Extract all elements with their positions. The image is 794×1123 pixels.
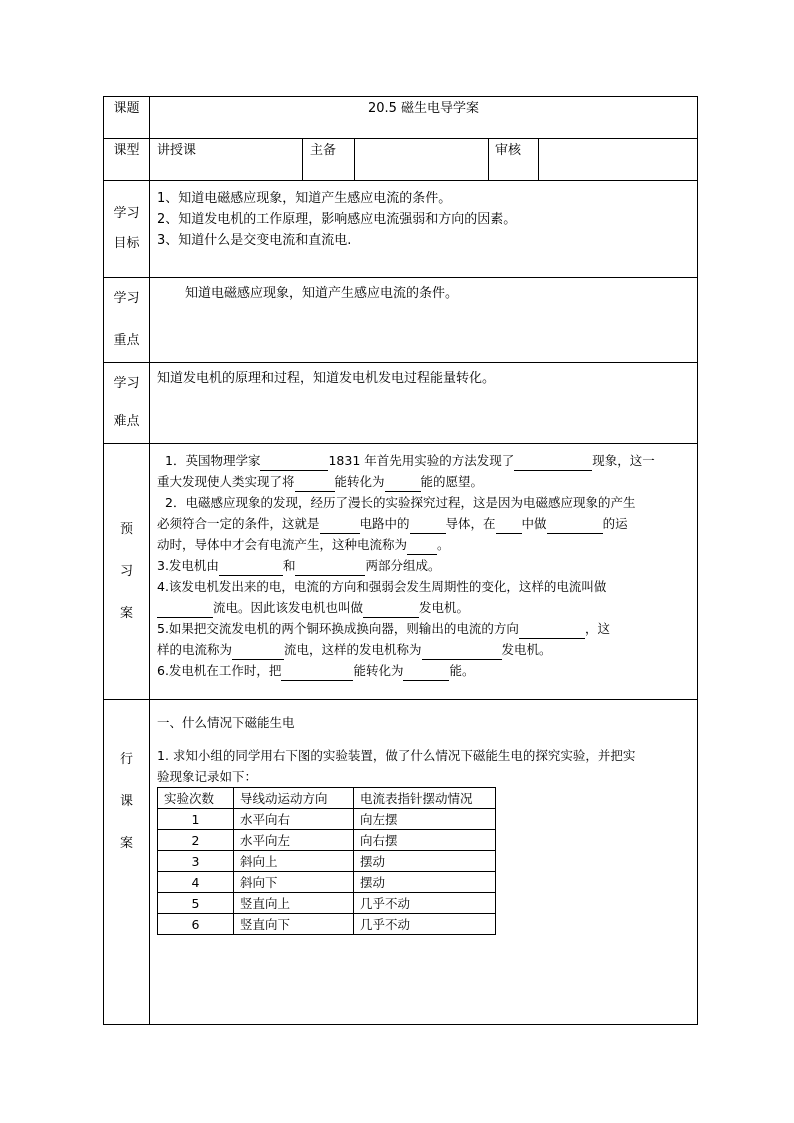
lesson-label-cell	[104, 700, 150, 1025]
answer-blank[interactable]	[295, 561, 365, 576]
table-row	[158, 830, 496, 851]
answer-blank[interactable]	[403, 666, 449, 681]
preview-label-1: 预	[119, 521, 133, 537]
type-label: 课型	[104, 139, 150, 181]
question-2-line-2: 必须符合一定的条件，这就是 电路中的 导体，在 中做 的运	[157, 513, 691, 534]
intro-line-2: 验现象记录如下：	[157, 769, 258, 784]
answer-blank[interactable]	[410, 519, 446, 534]
experiment-header-row	[158, 788, 496, 809]
table-row	[158, 914, 496, 935]
lesson-row	[104, 700, 698, 1025]
question-1-line-1: 1．英国物理学家 1831 年首先用实验的方法发现了 现象，这一	[157, 450, 691, 471]
table-row	[158, 809, 496, 830]
trial-number: 3	[158, 851, 234, 872]
trial-number: 1	[158, 809, 234, 830]
difficulty-text: 知道发电机的原理和过程，知道发电机发电过程能量转化。	[157, 371, 496, 386]
experiment-table	[157, 787, 496, 935]
preview-label-3: 案	[119, 605, 133, 621]
focus-label-2: 重点	[113, 333, 140, 348]
intro-line-1: 1. 求知小组的同学用右下图的实验装置，做了什么情况下磁能生电的探究实验，并把实	[157, 748, 636, 763]
focus-label-1: 学习	[113, 291, 140, 306]
goals-label-1: 学习	[113, 206, 140, 221]
needle-swing: 摆动	[354, 872, 496, 893]
goals-label-cell	[104, 181, 150, 278]
title-row	[104, 97, 698, 139]
difficulty-content	[150, 363, 698, 444]
goal-item: 3、知道什么是交变电流和直流电.	[157, 233, 352, 248]
trial-number: 2	[158, 830, 234, 851]
question-4-line-2: 流电。因此该发电机也叫做 发电机。	[157, 597, 691, 618]
goals-row	[104, 181, 698, 278]
difficulty-row	[104, 363, 698, 444]
type-value: 讲授课	[150, 139, 303, 181]
needle-swing: 几乎不动	[354, 914, 496, 935]
answer-blank[interactable]	[519, 624, 585, 639]
answer-blank[interactable]	[496, 519, 522, 534]
answer-blank[interactable]	[385, 477, 421, 492]
preview-label-cell	[104, 444, 150, 700]
lesson-label-1: 行	[119, 752, 133, 767]
question-4-line-1: 4.该发电机发出来的电，电流的方向和强弱会发生周期性的变化，这样的电流叫做	[157, 579, 607, 594]
goal-item: 2、知道发电机的工作原理，影响感应电流强弱和方向的因素。	[157, 212, 517, 227]
answer-blank[interactable]	[157, 603, 213, 618]
lesson-label-3: 案	[119, 836, 133, 851]
goals-content	[150, 181, 698, 278]
focus-label-cell	[104, 278, 150, 363]
column-header: 导线动运动方向	[234, 788, 354, 809]
answer-blank[interactable]	[422, 645, 502, 660]
preview-content	[150, 444, 698, 700]
trial-number: 5	[158, 893, 234, 914]
question-5-line-2: 样的电流称为 流电，这样的发电机称为 发电机。	[157, 639, 691, 660]
lesson-label-2: 课	[119, 794, 133, 809]
question-2-line-1: 2．电磁感应现象的发现，经历了漫长的实验探究过程，这是因为电磁感应现象的产生	[165, 495, 636, 510]
goal-item: 1、知道电磁感应现象，知道产生感应电流的条件。	[157, 191, 452, 206]
title-label: 课题	[104, 97, 150, 139]
trial-number: 6	[158, 914, 234, 935]
difficulty-label-cell	[104, 363, 150, 444]
wire-direction: 斜向下	[234, 872, 354, 893]
answer-blank[interactable]	[295, 477, 335, 492]
question-1-line-2: 重大发现使人类实现了将 能转化为 能的愿望。	[157, 471, 691, 492]
prep-value	[355, 139, 489, 181]
wire-direction: 斜向上	[234, 851, 354, 872]
answer-blank[interactable]	[281, 666, 353, 681]
wire-direction: 水平向左	[234, 830, 354, 851]
column-header: 电流表指针摆动情况	[354, 788, 496, 809]
answer-blank[interactable]	[547, 519, 603, 534]
lesson-title: 20.5 磁生电导学案	[150, 97, 698, 139]
lesson-plan-table	[103, 96, 698, 1025]
focus-text: 知道电磁感应现象，知道产生感应电流的条件。	[185, 286, 459, 301]
answer-blank[interactable]	[407, 540, 437, 555]
answer-blank[interactable]	[514, 456, 592, 471]
answer-blank[interactable]	[363, 603, 419, 618]
review-label: 审核	[489, 139, 539, 181]
needle-swing: 向右摆	[354, 830, 496, 851]
needle-swing: 摆动	[354, 851, 496, 872]
column-header: 实验次数	[158, 788, 234, 809]
answer-blank[interactable]	[260, 456, 328, 471]
trial-number: 4	[158, 872, 234, 893]
info-row	[104, 139, 698, 181]
difficulty-label-1: 学习	[113, 376, 140, 391]
preview-row	[104, 444, 698, 700]
preview-label-2: 习	[119, 563, 133, 579]
table-row	[158, 872, 496, 893]
goals-label-2: 目标	[113, 236, 140, 251]
focus-row	[104, 278, 698, 363]
focus-content	[150, 278, 698, 363]
difficulty-label-2: 难点	[113, 414, 140, 429]
prep-label: 主备	[303, 139, 355, 181]
question-3: 3.发电机由 和 两部分组成。	[157, 555, 691, 576]
wire-direction: 水平向右	[234, 809, 354, 830]
answer-blank[interactable]	[320, 519, 360, 534]
needle-swing: 几乎不动	[354, 893, 496, 914]
question-6: 6.发电机在工作时，把 能转化为 能。	[157, 660, 691, 681]
question-5-line-1: 5.如果把交流发电机的两个铜环换成换向器，则输出的电流的方向 ，这	[157, 618, 691, 639]
table-row	[158, 851, 496, 872]
answer-blank[interactable]	[232, 645, 284, 660]
table-row	[158, 893, 496, 914]
wire-direction: 竖直向上	[234, 893, 354, 914]
review-value	[539, 139, 698, 181]
answer-blank[interactable]	[219, 561, 283, 576]
question-2-line-3: 动时，导体中才会有电流产生，这种电流称为 。	[157, 534, 691, 555]
section-title: 一、什么情况下磁能生电	[157, 715, 295, 730]
needle-swing: 向左摆	[354, 809, 496, 830]
wire-direction: 竖直向下	[234, 914, 354, 935]
lesson-content	[150, 700, 698, 1025]
